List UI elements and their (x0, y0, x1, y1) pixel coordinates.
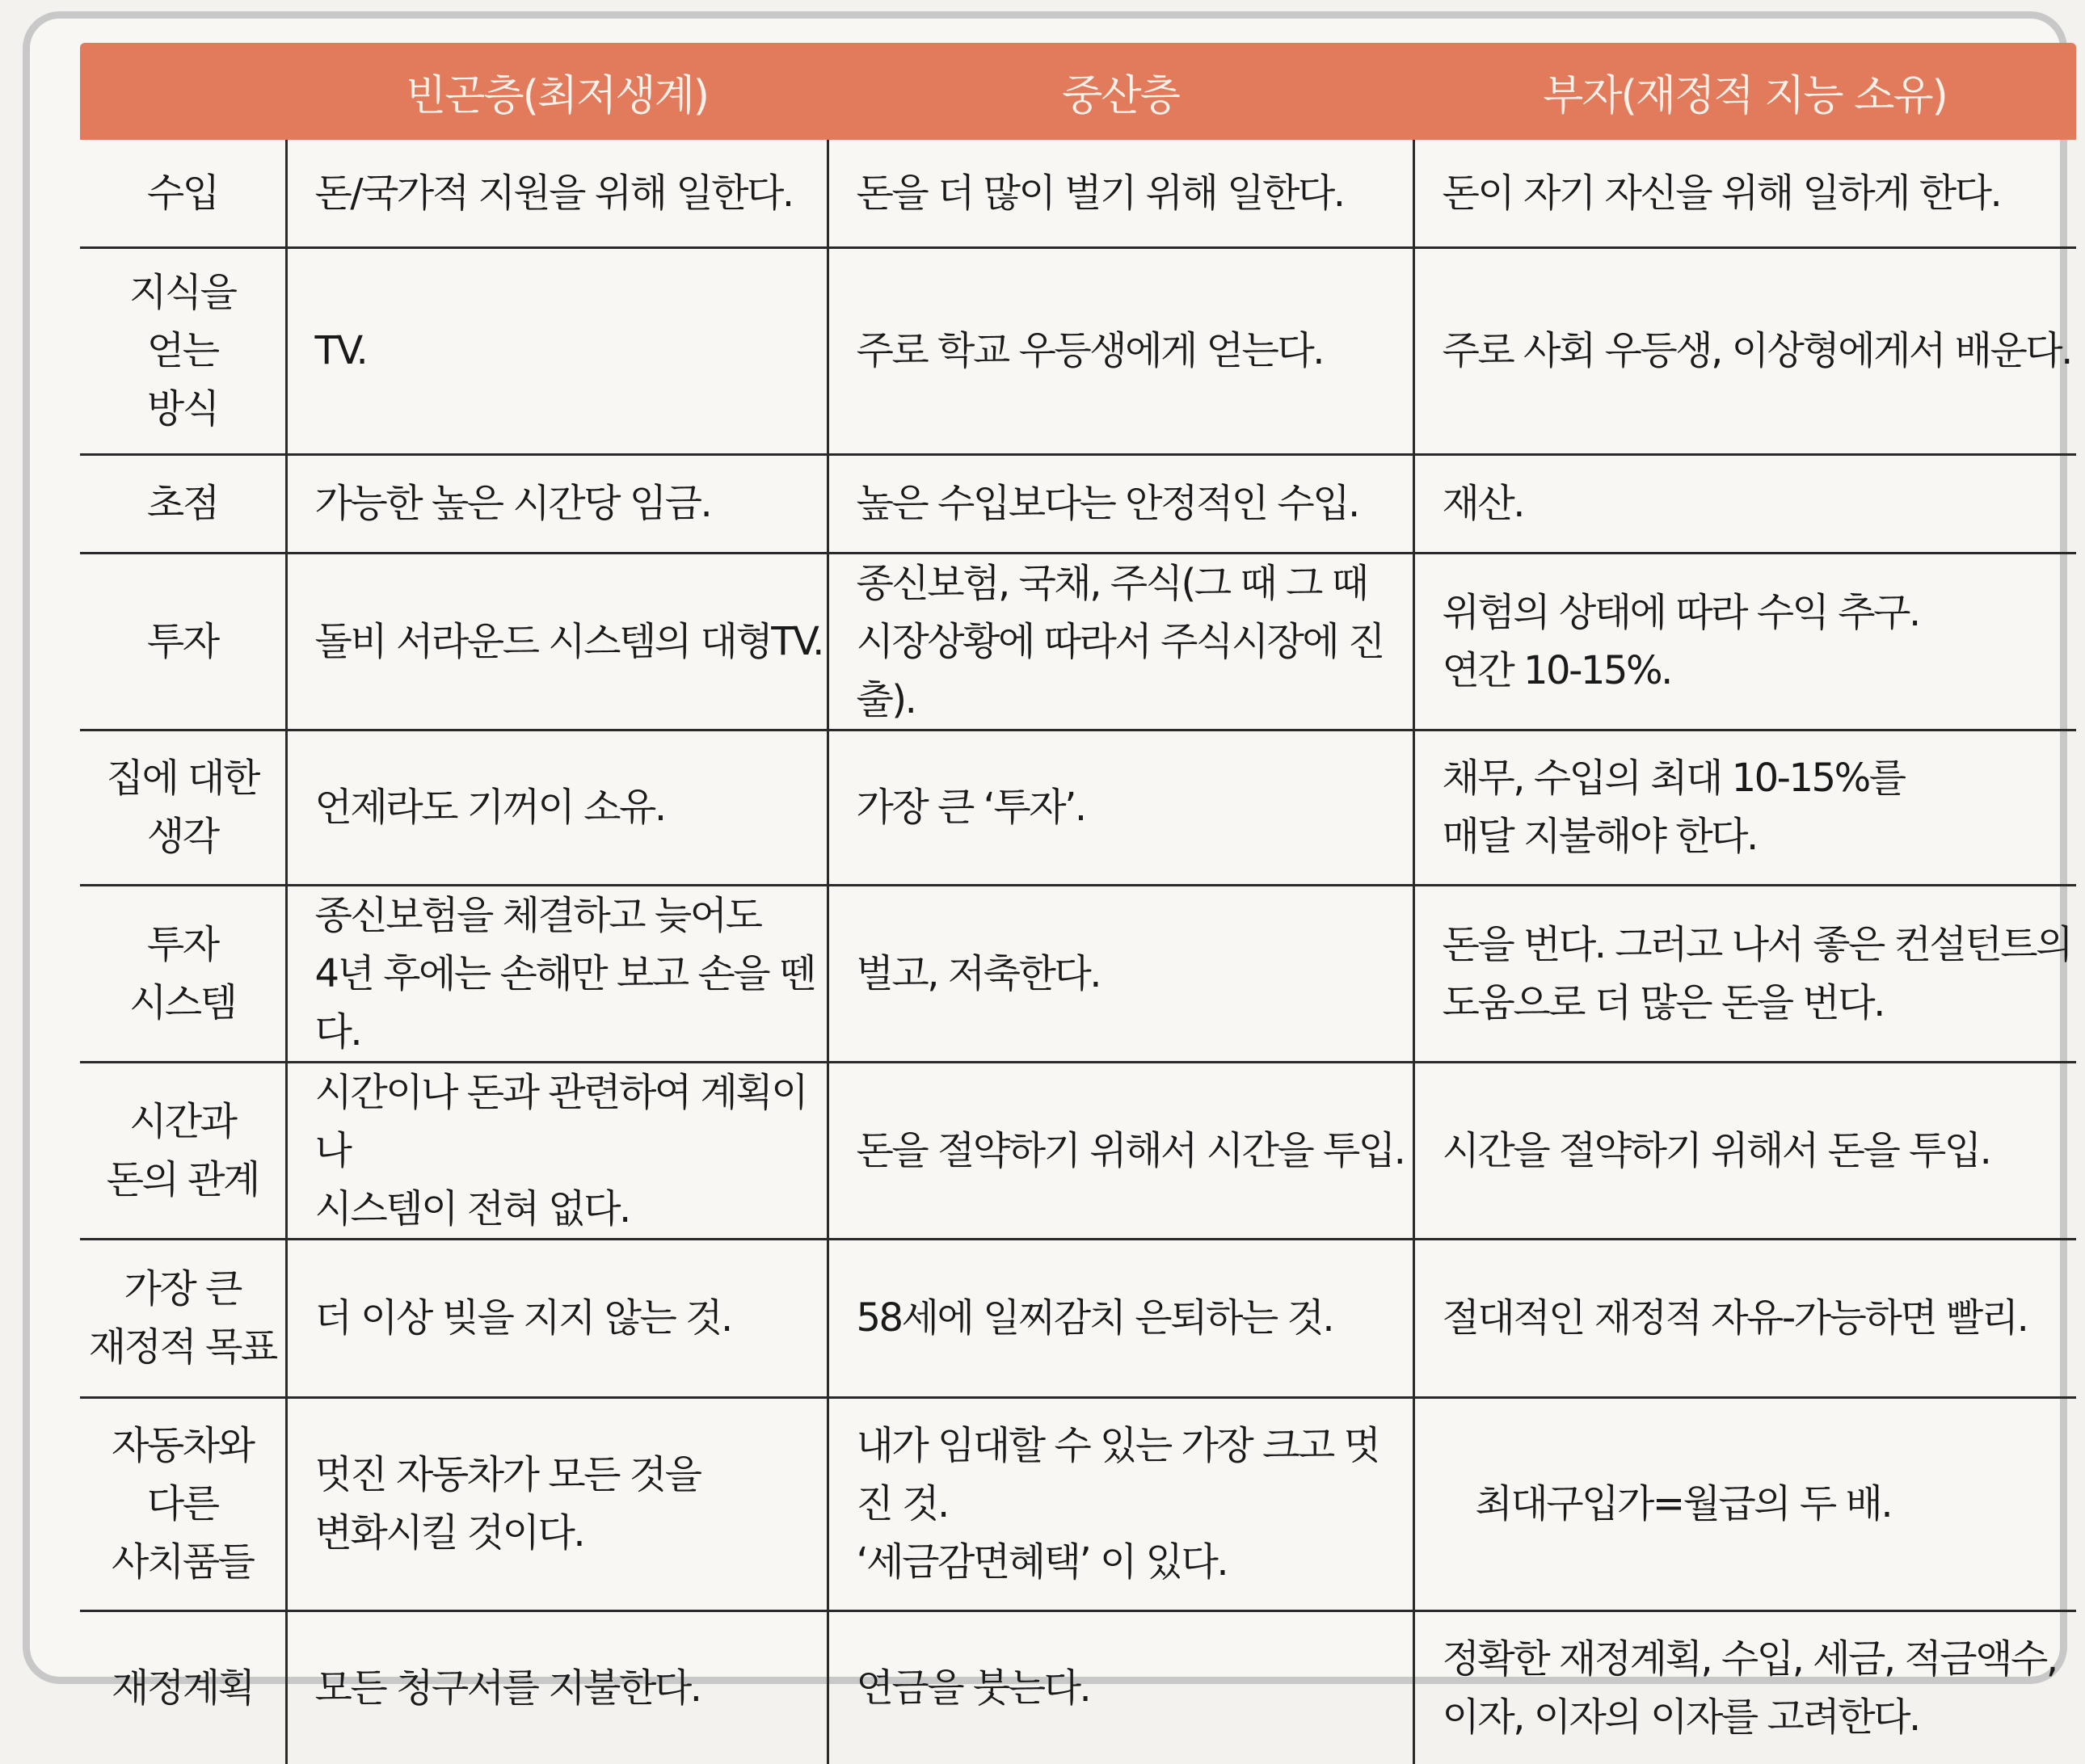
middle-cell (828, 1062, 1413, 1239)
row-label (80, 247, 286, 454)
middle-text: 주로 학교 우등생에게 얻는다. (856, 328, 1323, 373)
rich-text: 정확한 재정계획, 수입, 세금, 적금액수, 이자, 이자의 이자를 고려한다. (1442, 1636, 2057, 1740)
rich-cell (1413, 885, 2076, 1062)
row-label-text: 재정계획 (112, 1665, 254, 1711)
rich-cell (1413, 1062, 2076, 1239)
middle-text: 높은 수입보다는 안정적인 수입. (856, 481, 1358, 526)
row-label (80, 1397, 286, 1610)
rich-cell (1413, 553, 2076, 730)
middle-text: 돈을 절약하기 위해서 시간을 투입. (856, 1127, 1405, 1173)
middle-cell (828, 553, 1413, 730)
row-label-text: 집에 대한 생각 (106, 756, 259, 859)
middle-cell (828, 140, 1413, 247)
poor-cell (286, 140, 828, 247)
poor-text: 돌비 서라운드 시스템의 대형TV. (314, 618, 823, 664)
middle-cell (828, 1610, 1413, 1764)
table-row (80, 885, 2076, 1062)
row-label (80, 1239, 286, 1397)
row-label (80, 140, 286, 247)
row-label-text: 가장 큰 재정적 목표 (88, 1266, 276, 1370)
middle-cell (828, 730, 1413, 885)
row-label-text: 지식을 얻는 방식 (128, 270, 236, 432)
header-rich: 부자(재정적 지능 소유) (1413, 43, 2076, 140)
row-label (80, 553, 286, 730)
rich-text: 돈을 번다. 그러고 나서 좋은 컨설턴트의 도움으로 더 많은 돈을 번다. (1442, 921, 2071, 1025)
row-label-text: 투자 시스템 (128, 921, 236, 1025)
row-label-text: 초점 (146, 481, 218, 526)
rich-cell (1413, 454, 2076, 553)
middle-text: 돈을 더 많이 벌기 위해 일한다. (856, 170, 1344, 216)
rich-text: 최대구입가=월급의 두 배. (1475, 1481, 1892, 1526)
poor-cell (286, 1062, 828, 1239)
table-row (80, 454, 2076, 553)
poor-cell (286, 1397, 828, 1610)
poor-text: 더 이상 빚을 지지 않는 것. (314, 1295, 731, 1341)
row-label-text: 자동차와 다른 사치품들 (112, 1423, 254, 1585)
middle-text: 내가 임대할 수 있는 가장 크고 멋진 것. ‘세금감면혜택’ 이 있다. (856, 1423, 1379, 1585)
header-corner (80, 43, 286, 140)
middle-text: 가장 큰 ‘투자’. (856, 785, 1085, 830)
middle-cell (828, 1239, 1413, 1397)
poor-text: 모든 청구서를 지불한다. (314, 1665, 701, 1711)
wealth-comparison-table (80, 43, 2076, 1764)
middle-cell (828, 247, 1413, 454)
row-label-text: 투자 (146, 618, 218, 664)
header-middle: 중산층 (828, 43, 1413, 140)
row-label-text: 수입 (146, 170, 218, 216)
poor-cell (286, 454, 828, 553)
middle-cell (828, 1397, 1413, 1610)
rich-text: 돈이 자기 자신을 위해 일하게 한다. (1442, 170, 2001, 216)
row-label (80, 1062, 286, 1239)
rich-text: 채무, 수입의 최대 10-15%를 매달 지불해야 한다. (1442, 756, 1905, 859)
middle-cell (828, 454, 1413, 553)
table-row (80, 1062, 2076, 1239)
table-row (80, 730, 2076, 885)
table-row (80, 1610, 2076, 1764)
rich-cell (1413, 1397, 2076, 1610)
table-row (80, 247, 2076, 454)
rich-cell (1413, 247, 2076, 454)
row-label (80, 885, 286, 1062)
rich-cell (1413, 1239, 2076, 1397)
poor-text: 멋진 자동차가 모든 것을 변화시킬 것이다. (314, 1452, 701, 1556)
middle-text: 58세에 일찌감치 은퇴하는 것. (856, 1295, 1333, 1341)
header-poor: 빈곤층(최저생계) (286, 43, 828, 140)
row-label (80, 730, 286, 885)
middle-text: 벌고, 저축한다. (856, 950, 1100, 996)
poor-text: 돈/국가적 지원을 위해 일한다. (314, 170, 793, 216)
rich-cell (1413, 1610, 2076, 1764)
poor-cell (286, 247, 828, 454)
poor-text: 언제라도 기꺼이 소유. (314, 785, 665, 830)
row-label (80, 1610, 286, 1764)
row-label (80, 454, 286, 553)
table-row (80, 1397, 2076, 1610)
rich-text: 재산. (1442, 481, 1523, 526)
rich-cell (1413, 730, 2076, 885)
middle-text: 종신보험, 국채, 주식(그 때 그 때 시장상황에 따라서 주식시장에 진출). (856, 560, 1384, 722)
table-frame (23, 11, 2071, 1740)
table-row (80, 1239, 2076, 1397)
poor-cell (286, 885, 828, 1062)
table-row (80, 553, 2076, 730)
poor-text: 가능한 높은 시간당 임금. (314, 481, 711, 526)
rich-text: 위험의 상태에 따라 수익 추구. 연간 10-15%. (1442, 589, 1919, 693)
header-row (80, 43, 2076, 140)
poor-text: 시간이나 돈과 관련하여 계획이나 시스템이 전혀 없다. (314, 1069, 807, 1231)
rich-text: 시간을 절약하기 위해서 돈을 투입. (1442, 1127, 1990, 1173)
rich-text: 주로 사회 우등생, 이상형에게서 배운다. (1442, 328, 2071, 373)
rich-cell (1413, 140, 2076, 247)
poor-text: TV. (314, 328, 367, 373)
rich-text: 절대적인 재정적 자유-가능하면 빨리. (1442, 1295, 2028, 1341)
poor-cell (286, 730, 828, 885)
poor-cell (286, 1610, 828, 1764)
middle-text: 연금을 붓는다. (856, 1665, 1090, 1711)
middle-cell (828, 885, 1413, 1062)
poor-cell (286, 553, 828, 730)
row-label-text: 시간과 돈의 관계 (106, 1098, 259, 1202)
poor-cell (286, 1239, 828, 1397)
poor-text: 종신보험을 체결하고 늦어도 4년 후에는 손해만 보고 손을 뗀다. (314, 892, 815, 1055)
table-row (80, 140, 2076, 247)
